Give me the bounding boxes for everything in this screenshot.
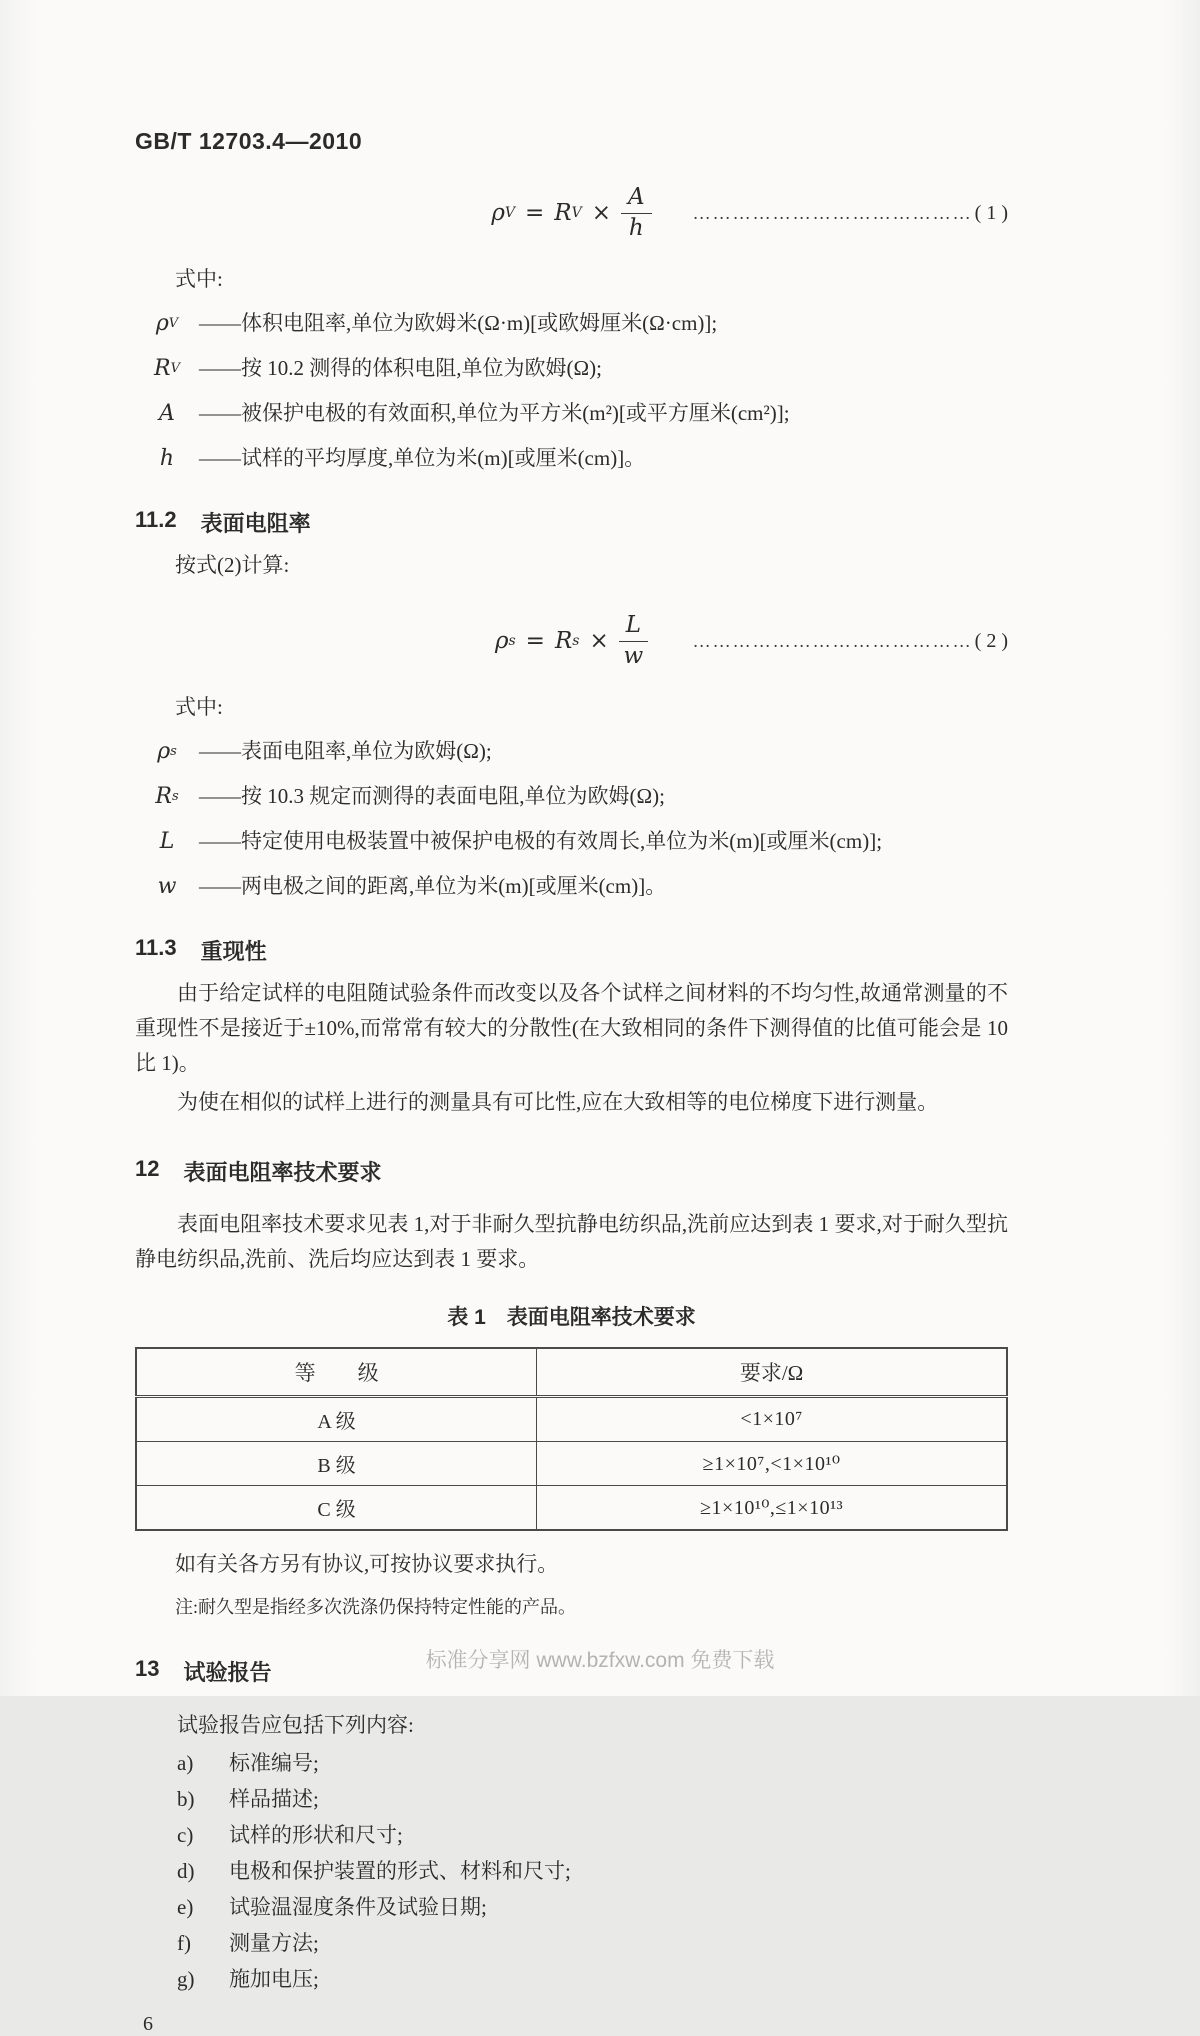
table-note: 注:耐久型是指经多次洗涤仍保持特定性能的产品。 (175, 1597, 576, 1617)
list-item: f) 测量方法; (177, 1931, 319, 1955)
section-11-3-paragraph-2: 为使在相似的试样上进行的测量具有可比性,应在大致相等的电位梯度下进行测量。 (177, 1090, 939, 1114)
symbol-definitions-2 (135, 729, 1008, 909)
list-item: g) 施加电压; (177, 1967, 319, 1991)
list-item: d) 电极和保护装置的形式、材料和尺寸; (177, 1859, 571, 1883)
formula-2 (135, 609, 1008, 673)
list-item: e) 试验温湿度条件及试验日期; (177, 1895, 487, 1919)
dotted-leader: …………………………………… (692, 630, 973, 651)
watermark-footer: 标准分享网 www.bzfxw.com 免费下载 (425, 1649, 775, 1672)
table-after-text: 如有关各方另有协议,可按协议要求执行。 (175, 1552, 559, 1576)
formula-symbol: R (554, 628, 573, 654)
table-1-caption: 表 1 表面电阻率技术要求 (447, 1306, 696, 1329)
dotted-leader: …………………………………… (692, 202, 973, 223)
section-heading-11-2: 11.2 表面电阻率 (135, 507, 311, 536)
symbol-definition: R V ——按 10.2 测得的体积电阻,单位为欧姆(Ω); (154, 356, 602, 381)
symbol-definition: L ——特定使用电极装置中被保护电极的有效周长,单位为米(m)[或厘米(cm)]; (159, 829, 883, 854)
formula-1-expression: ρ V = R V × $\frac{A}{h}$ (491, 185, 651, 241)
list-item: b) 样品描述; (177, 1787, 319, 1811)
fraction: $\frac{A}{h}$ (621, 185, 652, 241)
table-header-grade: 等 级 (136, 1348, 537, 1397)
symbol-definitions-1 (135, 301, 1008, 481)
symbol-definition: h ——试样的平均厚度,单位为米(m)[或厘米(cm)]。 (159, 446, 646, 471)
section-12-paragraph: 表面电阻率技术要求见表 1,对于非耐久型抗静电纺织品,洗前应达到表 1 要求,对于耐久型抗静电纺织品,洗前、洗后均应达到表 1 要求。 (135, 1212, 1008, 1271)
list-item: c) 试样的形状和尺寸; (177, 1823, 403, 1847)
formula-1-number: …………………………………… ( 1 ) (692, 201, 1008, 224)
table-header-requirement: 要求/Ω (537, 1348, 1007, 1397)
section-11-2-intro: 按式(2)计算: (175, 553, 290, 577)
symbol-definition: w ——两电极之间的距离,单位为米(m)[或厘米(cm)]。 (157, 874, 667, 899)
formula-2-number: …………………………………… ( 2 ) (692, 629, 1008, 652)
section-heading-12: 12 表面电阻率技术要求 (135, 1156, 382, 1185)
page-number: 6 (143, 2013, 153, 2035)
where-label-2: 式中: (175, 695, 223, 719)
section-11-3-paragraph-1: 由于给定试样的电阻随试验条件而改变以及各个试样之间材料的不均匀性,故通常测量的不重现性不是接近于±10%,而常常有较大的分散性(在大致相同的条件下测得值的比值可能会是 10 比 1)。 (135, 981, 1008, 1075)
formula-symbol: ρ (494, 628, 509, 654)
formula-2-expression: ρ s = R s × $\frac{L}{w}$ (495, 613, 648, 669)
report-items (135, 1745, 1008, 1997)
symbol-definition: A ——被保护电极的有效面积,单位为平方米(m²)[或平方厘米(cm²)]; (159, 401, 790, 426)
fraction: $\frac{L}{w}$ (619, 613, 648, 669)
list-item: a) 标准编号; (177, 1751, 319, 1775)
formula-symbol: R (554, 200, 572, 226)
table-row: B 级 ≥1×10⁷,<1×10¹⁰ (136, 1442, 1007, 1486)
formula-symbol: ρ (491, 200, 505, 226)
where-label-1: 式中: (175, 267, 223, 291)
symbol-definition: ρ V ——体积电阻率,单位为欧姆米(Ω·m)[或欧姆厘米(Ω·cm)]; (155, 311, 718, 336)
symbol-definition: R s ——按 10.3 规定而测得的表面电阻,单位为欧姆(Ω); (155, 784, 665, 809)
table-header-row (136, 1348, 1007, 1397)
symbol-definition: ρ s ——表面电阻率,单位为欧姆(Ω); (157, 739, 492, 764)
section-heading-13: 13 试验报告 (135, 1656, 272, 1685)
report-intro: 试验报告应包括下列内容: (177, 1713, 414, 1737)
table-1 (135, 1347, 1008, 1531)
standard-number-header: GB/T 12703.4—2010 (135, 128, 363, 154)
formula-1 (135, 181, 1008, 245)
table-row: C 级 ≥1×10¹⁰,≤1×10¹³ (136, 1486, 1007, 1531)
section-heading-11-3: 11.3 重现性 (135, 935, 267, 964)
table-row: A 级 <1×10⁷ (136, 1397, 1007, 1442)
